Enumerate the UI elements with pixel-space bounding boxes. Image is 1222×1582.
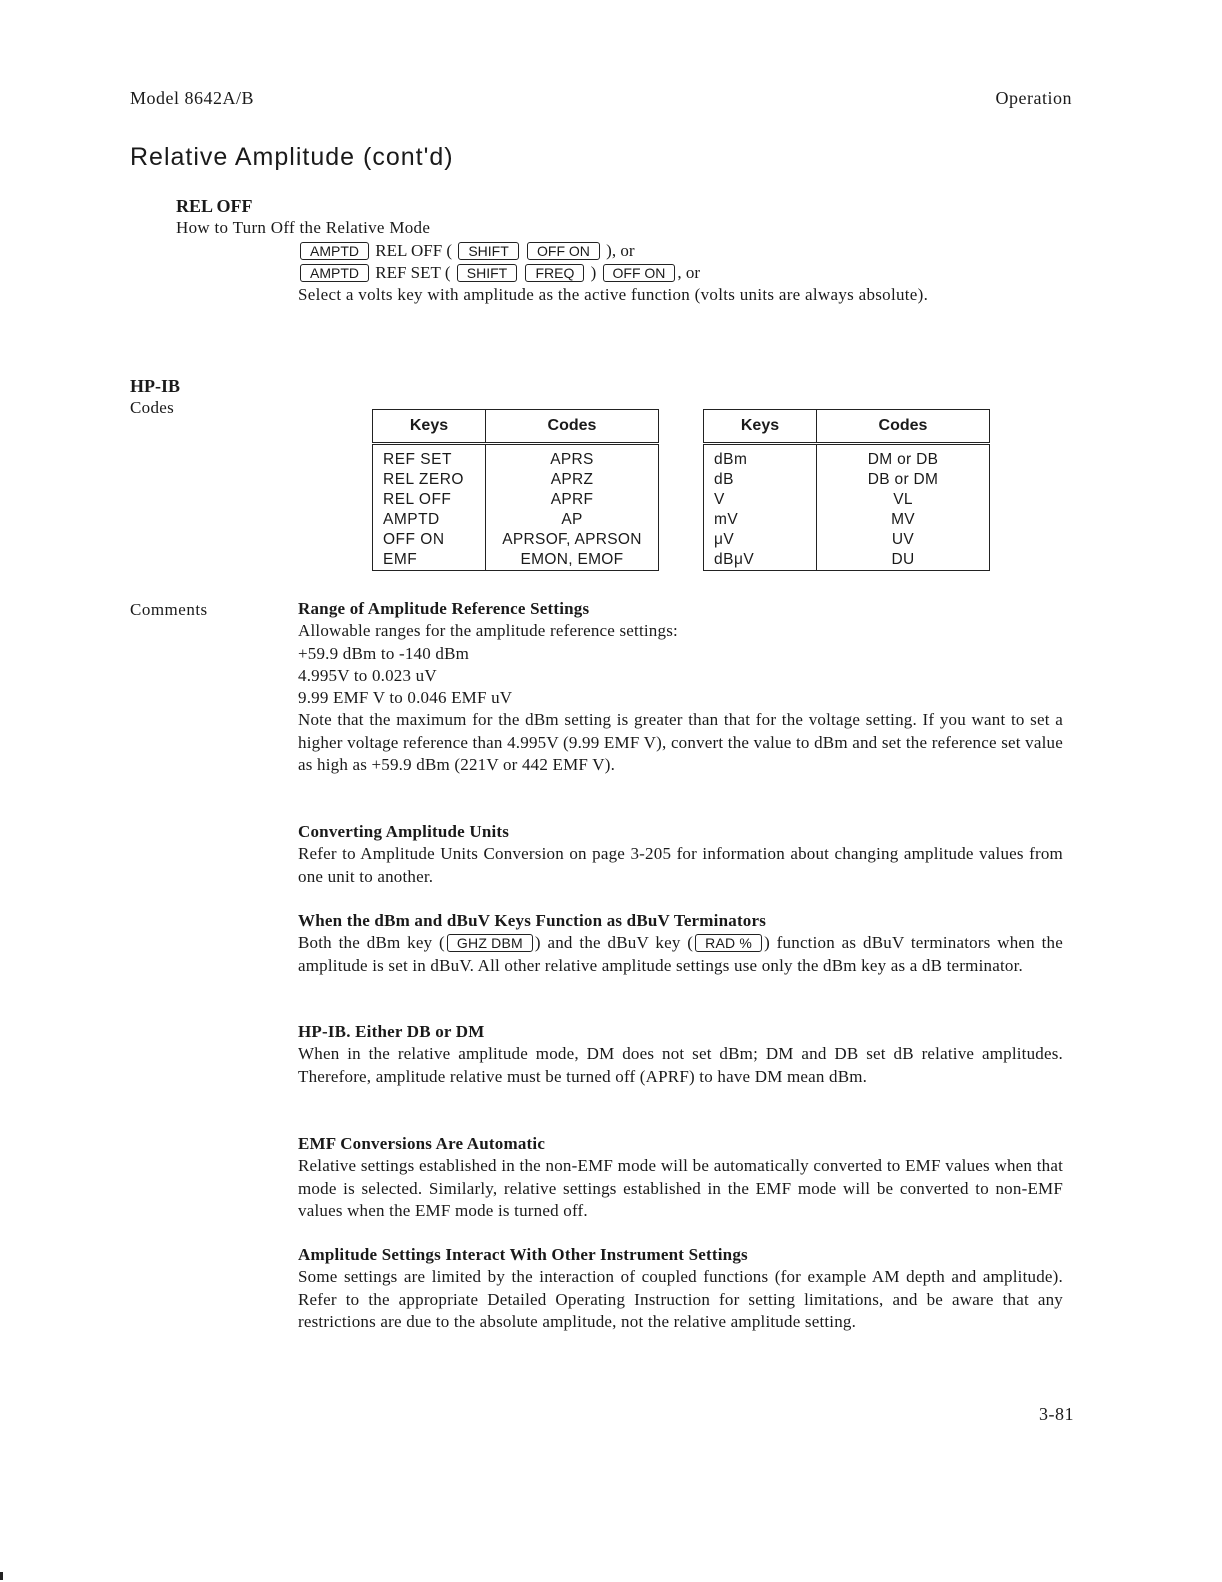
key-cell: μV bbox=[704, 530, 817, 550]
code-cell: EMON, EMOF bbox=[486, 550, 659, 571]
section-body: When in the relative amplitude mode, DM does not set dBm; DM and DB set dB relative amplitudes. Therefore, amplitude relative must be turned off (APRF) to have DM mean dBm. bbox=[298, 1044, 1063, 1086]
section-body bbox=[298, 932, 1063, 977]
page-title: Relative Amplitude (cont'd) bbox=[130, 143, 454, 171]
key-cell: dBμV bbox=[704, 550, 817, 571]
rel-off-heading: REL OFF bbox=[176, 196, 253, 216]
keys-header: Keys bbox=[704, 410, 817, 444]
hpib-codes-table-1 bbox=[372, 409, 659, 571]
code-cell: AP bbox=[486, 510, 659, 530]
line1-text-2: ), or bbox=[606, 241, 635, 260]
table-row bbox=[373, 444, 659, 471]
table-row bbox=[704, 444, 990, 471]
section-heading: Amplitude Settings Interact With Other Instrument Settings bbox=[298, 1245, 748, 1264]
section-heading: Converting Amplitude Units bbox=[298, 822, 510, 841]
header-section: Operation bbox=[995, 88, 1072, 108]
comment-section-terminators bbox=[298, 910, 1063, 977]
table-row bbox=[373, 550, 659, 571]
table-row bbox=[704, 530, 990, 550]
comment-section-hpib-db-dm bbox=[298, 1021, 1063, 1088]
range-volts: 4.995V to 0.023 uV bbox=[298, 665, 437, 685]
scan-mark bbox=[0, 1572, 3, 1580]
sec3-text-2: ) and the dBuV key ( bbox=[534, 933, 694, 953]
key-cell: EMF bbox=[373, 550, 486, 571]
section-body: Relative settings established in the non-EMF mode will be automatically converted to EMF values when that mode is selected. Similarly, relative settings established in the EMF mode will be converted to non-EMF values when the EMF mode is turned off. bbox=[298, 1156, 1063, 1220]
key-cell: REF SET bbox=[373, 444, 486, 471]
code-cell: VL bbox=[817, 490, 990, 510]
comment-section-emf bbox=[298, 1133, 1063, 1222]
ghz-dbm-key: GHZ DBM bbox=[447, 934, 533, 952]
code-cell: DU bbox=[817, 550, 990, 571]
line2-text-2: ) bbox=[590, 263, 597, 282]
table-row bbox=[373, 510, 659, 530]
key-cell: dB bbox=[704, 470, 817, 490]
table-row bbox=[373, 470, 659, 490]
code-cell: APRZ bbox=[486, 470, 659, 490]
range-dbm: +59.9 dBm to -140 dBm bbox=[298, 643, 470, 663]
code-cell: UV bbox=[817, 530, 990, 550]
code-cell: APRS bbox=[486, 444, 659, 471]
code-cell: APRSOF, APRSON bbox=[486, 530, 659, 550]
section-intro: Allowable ranges for the amplitude reference settings: bbox=[298, 621, 678, 641]
header-model: Model 8642A/B bbox=[130, 88, 255, 108]
comment-section-converting bbox=[298, 821, 1063, 888]
sec3-text-1: Both the dBm key ( bbox=[298, 933, 445, 953]
rel-off-subheading: How to Turn Off the Relative Mode bbox=[176, 218, 431, 237]
comment-section-interact bbox=[298, 1244, 1063, 1333]
rel-off-line-3: Select a volts key with amplitude as the active function (volts units are always absolute). bbox=[298, 285, 929, 304]
table-row bbox=[704, 490, 990, 510]
code-cell: APRF bbox=[486, 490, 659, 510]
sec3-text-3: ) function as dBuV terminators when the amplitude is set in dBuV. All other relative amplitude settings use only the dBm key as a dB terminator. bbox=[298, 933, 1063, 975]
amptd-key: AMPTD bbox=[300, 242, 369, 260]
table-row bbox=[704, 510, 990, 530]
section-heading: HP-IB. Either DB or DM bbox=[298, 1022, 485, 1041]
codes-header: Codes bbox=[817, 410, 990, 444]
keys-header: Keys bbox=[373, 410, 486, 444]
table-row bbox=[373, 490, 659, 510]
hpib-heading: HP-IB bbox=[130, 376, 181, 396]
off-on-key: OFF ON bbox=[603, 264, 676, 282]
table-row bbox=[704, 550, 990, 571]
range-emf: 9.99 EMF V to 0.046 EMF uV bbox=[298, 688, 513, 708]
line2-text-1: REF SET ( bbox=[375, 263, 451, 282]
rad-percent-key: RAD % bbox=[695, 934, 762, 952]
table-row bbox=[704, 470, 990, 490]
shift-key: SHIFT bbox=[457, 264, 517, 282]
page-number: 3-81 bbox=[1039, 1404, 1074, 1424]
rel-off-line-1 bbox=[298, 241, 635, 261]
key-cell: OFF ON bbox=[373, 530, 486, 550]
shift-key: SHIFT bbox=[458, 242, 518, 260]
section-heading: EMF Conversions Are Automatic bbox=[298, 1134, 546, 1153]
key-cell: V bbox=[704, 490, 817, 510]
key-cell: AMPTD bbox=[373, 510, 486, 530]
code-cell: MV bbox=[817, 510, 990, 530]
section-note: Note that the maximum for the dBm setting is greater than that for the voltage setting. If you want to set a higher voltage reference than 4.995V (9.99 EMF V), convert the value to dBm and set the reference set value as high as +59.9 dBm (221V or 442 EMF V). bbox=[298, 710, 1063, 775]
key-cell: REL OFF bbox=[373, 490, 486, 510]
rel-off-line-2 bbox=[298, 263, 700, 283]
amptd-key: AMPTD bbox=[300, 264, 369, 282]
comments-label: Comments bbox=[130, 600, 208, 619]
line2-text-3: , or bbox=[677, 263, 701, 282]
table-header-row bbox=[373, 410, 659, 444]
line1-text-1: REL OFF ( bbox=[375, 241, 453, 260]
codes-label: Codes bbox=[130, 398, 174, 417]
freq-key: FREQ bbox=[525, 264, 584, 282]
hpib-codes-table-2 bbox=[703, 409, 990, 571]
section-body: Some settings are limited by the interaction of coupled functions (for example AM depth and amplitude). Refer to the appropriate Detailed Operating Instruction for setting limitations, and be aware that any restrictions are due to the absolute amplitude, not the relative amplitude setting. bbox=[298, 1267, 1063, 1331]
section-body: Refer to Amplitude Units Conversion on page 3-205 for information about changing amplitude values from one unit to another. bbox=[298, 844, 1063, 886]
comment-section-range bbox=[298, 598, 1063, 776]
key-cell: REL ZERO bbox=[373, 470, 486, 490]
section-heading: When the dBm and dBuV Keys Function as dBuV Terminators bbox=[298, 911, 767, 930]
code-cell: DM or DB bbox=[817, 444, 990, 471]
codes-header: Codes bbox=[486, 410, 659, 444]
key-cell: dBm bbox=[704, 444, 817, 471]
table-row bbox=[373, 530, 659, 550]
code-cell: DB or DM bbox=[817, 470, 990, 490]
section-heading: Range of Amplitude Reference Settings bbox=[298, 599, 590, 618]
key-cell: mV bbox=[704, 510, 817, 530]
table-header-row bbox=[704, 410, 990, 444]
off-on-key: OFF ON bbox=[527, 242, 600, 260]
